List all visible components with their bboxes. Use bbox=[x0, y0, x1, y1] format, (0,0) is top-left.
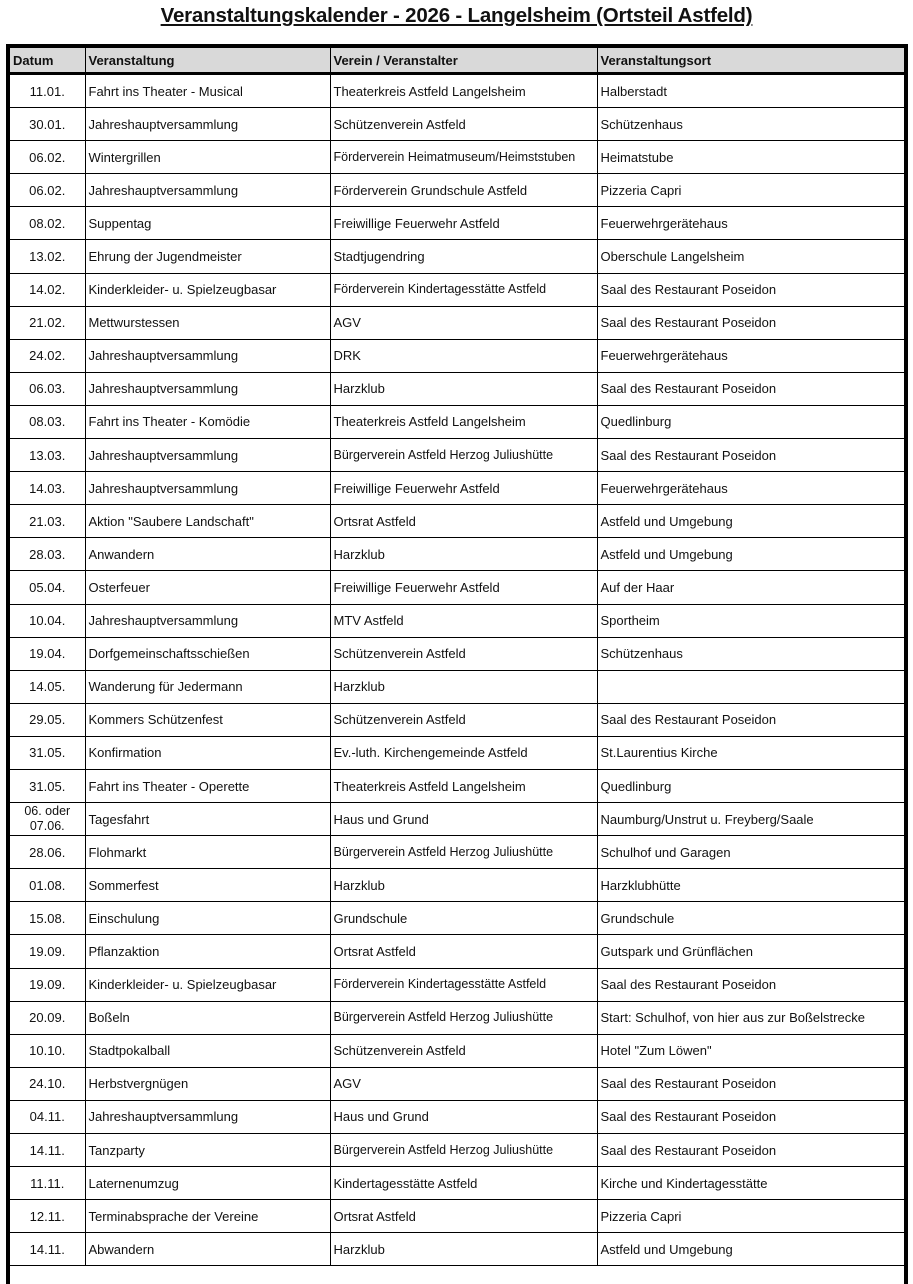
cell-datum: 06.03. bbox=[10, 372, 85, 405]
table-row bbox=[10, 174, 904, 207]
table-row bbox=[10, 1233, 904, 1266]
cell-datum: 14.03. bbox=[10, 472, 85, 505]
cell-datum: 01.08. bbox=[10, 869, 85, 902]
cell-ort: Saal des Restaurant Poseidon bbox=[597, 273, 904, 306]
cell-datum: 05.04. bbox=[10, 571, 85, 604]
cell-veranstaltung: Jahreshauptversammlung bbox=[85, 1100, 330, 1133]
cell-datum: 08.02. bbox=[10, 207, 85, 240]
cell-veranstaltung: Terminabsprache der Vereine bbox=[85, 1200, 330, 1233]
cell-ort: Start: Schulhof, von hier aus zur Boßelstrecke bbox=[597, 1001, 904, 1034]
cell-veranstaltung: Jahreshauptversammlung bbox=[85, 108, 330, 141]
cell-veranstaltung: Wanderung für Jedermann bbox=[85, 670, 330, 703]
table-row bbox=[10, 571, 904, 604]
cell-datum: 21.02. bbox=[10, 306, 85, 339]
cell-datum: 13.02. bbox=[10, 240, 85, 273]
cell-ort: Quedlinburg bbox=[597, 405, 904, 438]
cell-datum: 31.05. bbox=[10, 769, 85, 802]
cell-veranstaltung: Einschulung bbox=[85, 902, 330, 935]
cell-ort: Schützenhaus bbox=[597, 637, 904, 670]
table-row bbox=[10, 703, 904, 736]
cell-datum: 13.03. bbox=[10, 439, 85, 472]
cell-ort: Saal des Restaurant Poseidon bbox=[597, 372, 904, 405]
cell-veranstaltung: Flohmarkt bbox=[85, 836, 330, 869]
cell-veranstaltung: Suppentag bbox=[85, 207, 330, 240]
table-row bbox=[10, 637, 904, 670]
cell-verein: Harzklub bbox=[330, 372, 597, 405]
cell-ort: Halberstadt bbox=[597, 74, 904, 108]
table-row bbox=[10, 74, 904, 108]
cell-ort: Saal des Restaurant Poseidon bbox=[597, 703, 904, 736]
table-row bbox=[10, 968, 904, 1001]
cell-datum: 06.02. bbox=[10, 141, 85, 174]
table-row bbox=[10, 1100, 904, 1133]
cell-ort: Saal des Restaurant Poseidon bbox=[597, 968, 904, 1001]
cell-ort: Kirche und Kindertagesstätte bbox=[597, 1167, 904, 1200]
cell-verein: Bürgerverein Astfeld Herzog Juliushütte bbox=[330, 836, 597, 869]
cell-veranstaltung: Jahreshauptversammlung bbox=[85, 472, 330, 505]
cell-veranstaltung: Jahreshauptversammlung bbox=[85, 174, 330, 207]
cell-verein: Ev.-luth. Kirchengemeinde Astfeld bbox=[330, 736, 597, 769]
cell-veranstaltung: Ehrung der Jugendmeister bbox=[85, 240, 330, 273]
cell-datum: 14.05. bbox=[10, 670, 85, 703]
table-row bbox=[10, 803, 904, 836]
cell-veranstaltung: Sommerfest bbox=[85, 869, 330, 902]
cell-ort: Feuerwehrgerätehaus bbox=[597, 472, 904, 505]
cell-ort: Schulhof und Garagen bbox=[597, 836, 904, 869]
cell-ort: St.Laurentius Kirche bbox=[597, 736, 904, 769]
cell-verein: Ortsrat Astfeld bbox=[330, 935, 597, 968]
cell-datum: 24.02. bbox=[10, 339, 85, 372]
cell-ort: Auf der Haar bbox=[597, 571, 904, 604]
cell-verein: Freiwillige Feuerwehr Astfeld bbox=[330, 571, 597, 604]
cell-veranstaltung: Kinderkleider- u. Spielzeugbasar bbox=[85, 968, 330, 1001]
header-datum: Datum bbox=[10, 48, 85, 74]
cell-veranstaltung: Mettwurstessen bbox=[85, 306, 330, 339]
cell-verein: Schützenverein Astfeld bbox=[330, 108, 597, 141]
cell-datum: 08.03. bbox=[10, 405, 85, 438]
table-row bbox=[10, 1034, 904, 1067]
cell-veranstaltung: Jahreshauptversammlung bbox=[85, 339, 330, 372]
cell-verein: Ortsrat Astfeld bbox=[330, 1200, 597, 1233]
cell-veranstaltung: Jahreshauptversammlung bbox=[85, 372, 330, 405]
header-ort: Veranstaltungsort bbox=[597, 48, 904, 74]
cell-veranstaltung: Kinderkleider- u. Spielzeugbasar bbox=[85, 273, 330, 306]
cell-veranstaltung: Wintergrillen bbox=[85, 141, 330, 174]
cell-datum: 06.02. bbox=[10, 174, 85, 207]
cell-veranstaltung: Laternenumzug bbox=[85, 1167, 330, 1200]
cell-ort: Naumburg/Unstrut u. Freyberg/Saale bbox=[597, 803, 904, 836]
table-row bbox=[10, 273, 904, 306]
table-row bbox=[10, 1200, 904, 1233]
table-row bbox=[10, 339, 904, 372]
header-verein: Verein / Veranstalter bbox=[330, 48, 597, 74]
table-row bbox=[10, 439, 904, 472]
cell-veranstaltung: Stadtpokalball bbox=[85, 1034, 330, 1067]
cell-veranstaltung: Anwandern bbox=[85, 538, 330, 571]
cell-verein: Haus und Grund bbox=[330, 803, 597, 836]
table-row bbox=[10, 769, 904, 802]
cell-ort: Feuerwehrgerätehaus bbox=[597, 339, 904, 372]
cell-veranstaltung: Fahrt ins Theater - Komödie bbox=[85, 405, 330, 438]
table-row bbox=[10, 141, 904, 174]
cell-verein: Kindertagesstätte Astfeld bbox=[330, 1167, 597, 1200]
cell-verein: Theaterkreis Astfeld Langelsheim bbox=[330, 405, 597, 438]
cell-verein: Förderverein Kindertagesstätte Astfeld bbox=[330, 273, 597, 306]
cell-datum: 21.03. bbox=[10, 505, 85, 538]
cell-datum: 10.04. bbox=[10, 604, 85, 637]
cell-verein: Förderverein Grundschule Astfeld bbox=[330, 174, 597, 207]
cell-ort: Heimatstube bbox=[597, 141, 904, 174]
cell-verein: Ortsrat Astfeld bbox=[330, 505, 597, 538]
cell-verein: Bürgerverein Astfeld Herzog Juliushütte bbox=[330, 1001, 597, 1034]
cell-datum: 19.09. bbox=[10, 935, 85, 968]
cell-verein: Harzklub bbox=[330, 538, 597, 571]
table-row bbox=[10, 1134, 904, 1167]
header-veranstaltung: Veranstaltung bbox=[85, 48, 330, 74]
cell-verein: MTV Astfeld bbox=[330, 604, 597, 637]
cell-verein: Stadtjugendring bbox=[330, 240, 597, 273]
cell-verein: Grundschule bbox=[330, 902, 597, 935]
cell-ort: Feuerwehrgerätehaus bbox=[597, 207, 904, 240]
cell-veranstaltung: Jahreshauptversammlung bbox=[85, 604, 330, 637]
table-row bbox=[10, 604, 904, 637]
cell-ort: Astfeld und Umgebung bbox=[597, 505, 904, 538]
cell-verein: Schützenverein Astfeld bbox=[330, 1034, 597, 1067]
cell-verein: Förderverein Kindertagesstätte Astfeld bbox=[330, 968, 597, 1001]
cell-verein: Förderverein Heimatmuseum/Heimststuben bbox=[330, 141, 597, 174]
cell-verein: Theaterkreis Astfeld Langelsheim bbox=[330, 769, 597, 802]
cell-verein: Freiwillige Feuerwehr Astfeld bbox=[330, 207, 597, 240]
cell-datum: 24.10. bbox=[10, 1067, 85, 1100]
cell-datum: 29.05. bbox=[10, 703, 85, 736]
cell-ort: Saal des Restaurant Poseidon bbox=[597, 306, 904, 339]
cell-veranstaltung: Fahrt ins Theater - Operette bbox=[85, 769, 330, 802]
cell-verein: Bürgerverein Astfeld Herzog Juliushütte bbox=[330, 439, 597, 472]
cell-ort: Gutspark und Grünflächen bbox=[597, 935, 904, 968]
cell-veranstaltung: Osterfeuer bbox=[85, 571, 330, 604]
table-row bbox=[10, 405, 904, 438]
cell-ort: Astfeld und Umgebung bbox=[597, 538, 904, 571]
cell-datum: 06. oder 07.06. bbox=[10, 803, 85, 836]
cell-veranstaltung: Boßeln bbox=[85, 1001, 330, 1034]
table-row bbox=[10, 935, 904, 968]
cell-ort: Saal des Restaurant Poseidon bbox=[597, 1134, 904, 1167]
cell-ort: Saal des Restaurant Poseidon bbox=[597, 1067, 904, 1100]
cell-verein: Harzklub bbox=[330, 1233, 597, 1266]
table-row bbox=[10, 902, 904, 935]
cell-datum: 14.02. bbox=[10, 273, 85, 306]
cell-veranstaltung: Tagesfahrt bbox=[85, 803, 330, 836]
cell-ort: Hotel "Zum Löwen" bbox=[597, 1034, 904, 1067]
cell-ort bbox=[597, 670, 904, 703]
cell-veranstaltung: Jahreshauptversammlung bbox=[85, 439, 330, 472]
table-row bbox=[10, 240, 904, 273]
cell-datum: 04.11. bbox=[10, 1100, 85, 1133]
cell-datum: 31.05. bbox=[10, 736, 85, 769]
table-row bbox=[10, 1067, 904, 1100]
cell-datum: 15.08. bbox=[10, 902, 85, 935]
cell-ort: Sportheim bbox=[597, 604, 904, 637]
cell-veranstaltung: Pflanzaktion bbox=[85, 935, 330, 968]
cell-ort: Pizzeria Capri bbox=[597, 1200, 904, 1233]
page-title: Veranstaltungskalender - 2026 - Langelsheim (Ortsteil Astfeld) bbox=[160, 4, 753, 27]
cell-verein: Bürgerverein Astfeld Herzog Juliushütte bbox=[330, 1134, 597, 1167]
cell-datum: 28.03. bbox=[10, 538, 85, 571]
cell-veranstaltung: Tanzparty bbox=[85, 1134, 330, 1167]
cell-datum: 11.01. bbox=[10, 74, 85, 108]
cell-veranstaltung: Kommers Schützenfest bbox=[85, 703, 330, 736]
cell-verein: Harzklub bbox=[330, 869, 597, 902]
header-row bbox=[10, 48, 904, 74]
cell-ort: Astfeld und Umgebung bbox=[597, 1233, 904, 1266]
cell-verein: Haus und Grund bbox=[330, 1100, 597, 1133]
cell-veranstaltung: Konfirmation bbox=[85, 736, 330, 769]
table-row bbox=[10, 869, 904, 902]
cell-veranstaltung: Herbstvergnügen bbox=[85, 1067, 330, 1100]
cell-verein: Harzklub bbox=[330, 670, 597, 703]
cell-verein: DRK bbox=[330, 339, 597, 372]
cell-datum: 19.09. bbox=[10, 968, 85, 1001]
cell-verein: Freiwillige Feuerwehr Astfeld bbox=[330, 472, 597, 505]
cell-verein: AGV bbox=[330, 306, 597, 339]
table-row bbox=[10, 207, 904, 240]
cell-datum: 14.11. bbox=[10, 1233, 85, 1266]
cell-ort: Harzklubhütte bbox=[597, 869, 904, 902]
table-row bbox=[10, 836, 904, 869]
cell-ort: Saal des Restaurant Poseidon bbox=[597, 1100, 904, 1133]
cell-datum: 30.01. bbox=[10, 108, 85, 141]
cell-verein: Schützenverein Astfeld bbox=[330, 703, 597, 736]
cell-verein: Schützenverein Astfeld bbox=[330, 637, 597, 670]
cell-ort: Grundschule bbox=[597, 902, 904, 935]
cell-veranstaltung: Aktion "Saubere Landschaft" bbox=[85, 505, 330, 538]
table-row bbox=[10, 670, 904, 703]
cell-veranstaltung: Fahrt ins Theater - Musical bbox=[85, 74, 330, 108]
cell-datum: 10.10. bbox=[10, 1034, 85, 1067]
table-row bbox=[10, 505, 904, 538]
cell-ort: Quedlinburg bbox=[597, 769, 904, 802]
table-row bbox=[10, 108, 904, 141]
cell-veranstaltung: Abwandern bbox=[85, 1233, 330, 1266]
table-body bbox=[10, 74, 904, 1266]
table-row bbox=[10, 736, 904, 769]
table-row bbox=[10, 472, 904, 505]
table-row bbox=[10, 1001, 904, 1034]
event-calendar-table bbox=[6, 44, 908, 1284]
cell-veranstaltung: Dorfgemeinschaftsschießen bbox=[85, 637, 330, 670]
cell-ort: Oberschule Langelsheim bbox=[597, 240, 904, 273]
table-row bbox=[10, 1167, 904, 1200]
table-row bbox=[10, 306, 904, 339]
cell-ort: Saal des Restaurant Poseidon bbox=[597, 439, 904, 472]
table-row bbox=[10, 538, 904, 571]
cell-datum: 12.11. bbox=[10, 1200, 85, 1233]
table-row bbox=[10, 372, 904, 405]
cell-datum: 19.04. bbox=[10, 637, 85, 670]
cell-datum: 28.06. bbox=[10, 836, 85, 869]
cell-verein: Theaterkreis Astfeld Langelsheim bbox=[330, 74, 597, 108]
cell-ort: Schützenhaus bbox=[597, 108, 904, 141]
cell-datum: 14.11. bbox=[10, 1134, 85, 1167]
cell-ort: Pizzeria Capri bbox=[597, 174, 904, 207]
cell-datum: 20.09. bbox=[10, 1001, 85, 1034]
cell-datum: 11.11. bbox=[10, 1167, 85, 1200]
cell-verein: AGV bbox=[330, 1067, 597, 1100]
